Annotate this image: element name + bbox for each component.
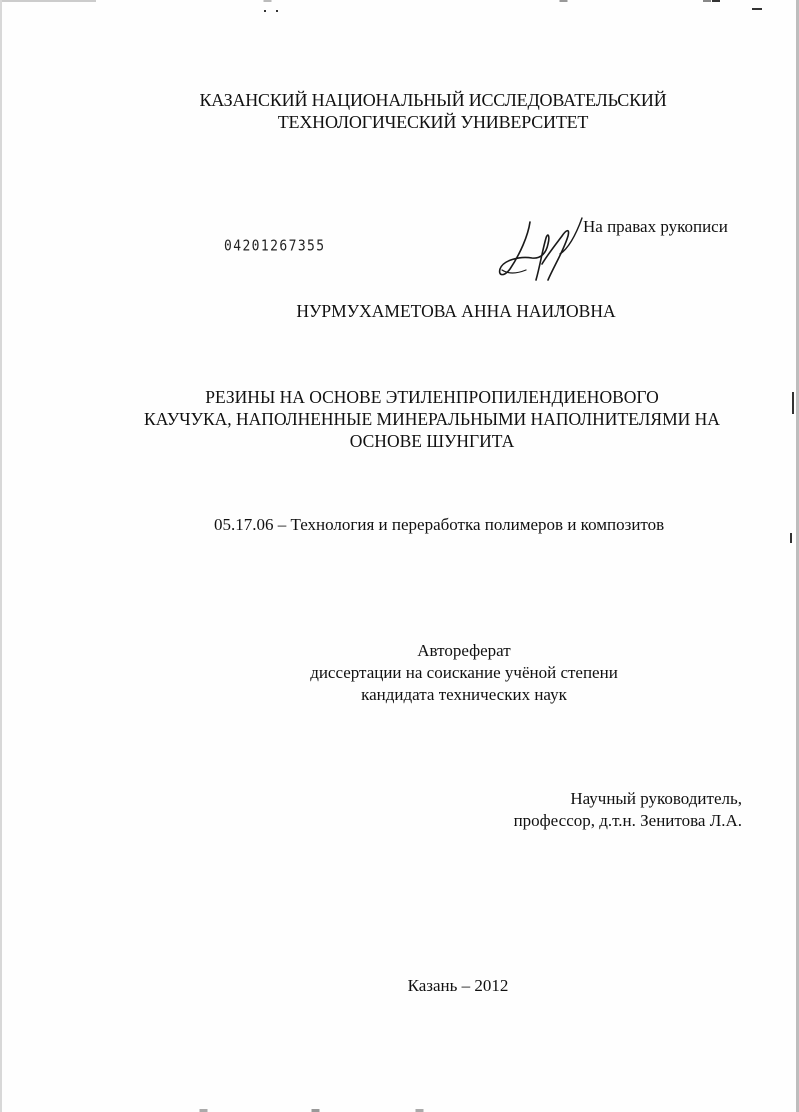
supervisor-line1: Научный руководитель, (570, 789, 742, 808)
scan-edge-top (0, 0, 799, 2)
title-line1: РЕЗИНЫ НА ОСНОВЕ ЭТИЛЕНПРОПИЛЕНДИЕНОВОГО (205, 387, 659, 407)
university-name-line2: ТЕХНОЛОГИЧЕСКИЙ УНИВЕРСИТЕТ (277, 112, 589, 132)
abstract-line3: кандидата технических наук (361, 685, 567, 704)
scan-mark (712, 0, 720, 2)
abstract-line2: диссертации на соискание учёной степени (310, 663, 618, 682)
city-year: Казань – 2012 (407, 976, 509, 995)
signature-icon (490, 214, 590, 294)
abstract-line1: Автореферат (417, 641, 511, 660)
scan-mark (264, 10, 266, 12)
specialty-code: 05.17.06 – Технология и переработка полимеров и композитов (214, 515, 665, 534)
scan-mark (752, 8, 762, 10)
title-line3: ОСНОВЕ ШУНГИТА (349, 431, 515, 451)
title-line2: КАУЧУКА, НАПОЛНЕННЫЕ МИНЕРАЛЬНЫМИ НАПОЛНИТЕЛЯМИ НА (144, 409, 720, 429)
registration-number: 04201267355 (224, 237, 326, 256)
scan-edge-left (0, 0, 2, 1112)
scan-mark (790, 533, 792, 543)
university-name-line1: КАЗАНСКИЙ НАЦИОНАЛЬНЫЙ ИССЛЕДОВАТЕЛЬСКИЙ (199, 90, 667, 110)
scan-mark (276, 10, 278, 12)
supervisor-line2: профессор, д.т.н. Зенитова Л.А. (513, 811, 742, 830)
author-name: НУРМУХАМЕТОВА АННА НАИЛОВНА (296, 301, 616, 321)
rights-note: На правах рукописи (583, 217, 728, 236)
